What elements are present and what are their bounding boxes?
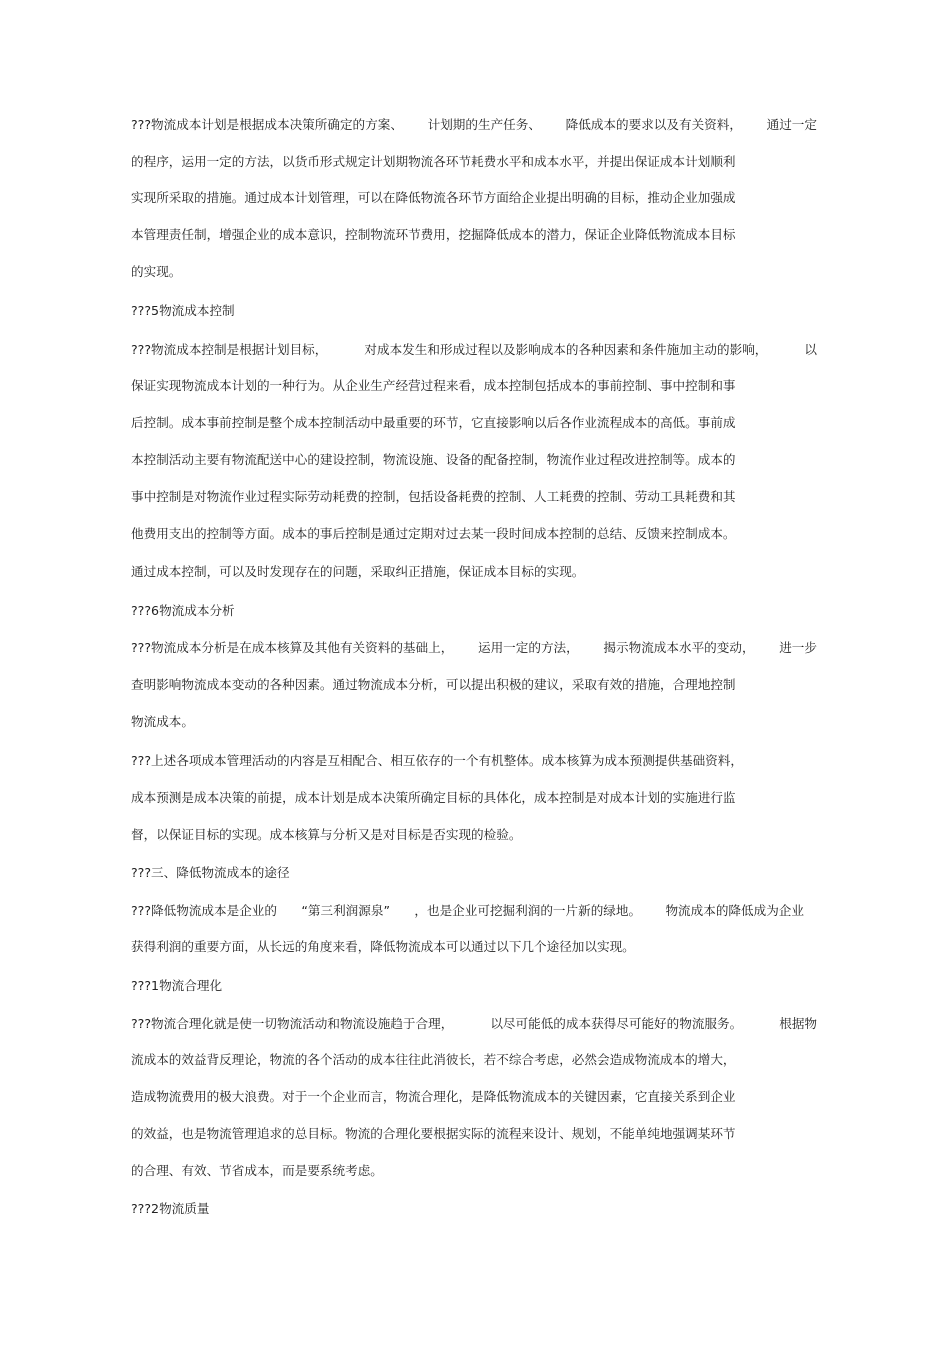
paragraph-line: 后控制。成本事前控制是整个成本控制活动中最重要的环节，它直接影响以后各作业流程成本的高低。事前成 — [131, 415, 736, 430]
text-segment: 计划期的生产任务、 — [427, 117, 541, 132]
text-segment: 对成本发生和形成过程以及影响成本的各种因素和条件施加主动的影响， — [364, 342, 768, 357]
paragraph-line: 物流成本。 — [131, 714, 194, 729]
text-segment: 根据物 — [779, 1016, 817, 1031]
text-segment: 以 — [804, 342, 817, 357]
section-heading: ???6物流成本分析 — [131, 603, 235, 618]
text-segment: ???物流成本计划是根据成本决策所确定的方案、 — [131, 117, 403, 132]
text-segment: 降低成本的要求以及有关资料， — [565, 117, 742, 132]
paragraph-line: 的效益，也是物流管理追求的总目标。物流的合理化要根据实际的流程来设计、规划，不能单纯地强调某环节 — [131, 1126, 736, 1141]
text-segment: 进一步 — [779, 640, 817, 655]
text-segment: ???物流成本控制是根据计划目标， — [131, 342, 328, 357]
paragraph-line: 造成物流费用的极大浪费。对于一个企业而言，物流合理化，是降低物流成本的关键因素，它直接关系到企业 — [131, 1089, 736, 1104]
text-segment: “第三利润源泉” — [301, 903, 390, 918]
paragraph-line: 他费用支出的控制等方面。成本的事后控制是通过定期对过去某一段时间成本控制的总结、反馈来控制成本。 — [131, 526, 736, 541]
paragraph-line: 流成本的效益背反理论，物流的各个活动的成本往往此消彼长，若不综合考虑，必然会造成物流成本的增大， — [131, 1052, 736, 1067]
paragraph-line: 查明影响物流成本变动的各种因素。通过物流成本分析，可以提出积极的建议，采取有效的措施，合理地控制 — [131, 677, 736, 692]
text-segment: ???物流成本分析是在成本核算及其他有关资料的基础上， — [131, 640, 454, 655]
paragraph-line: 督，以保证目标的实现。成本核算与分析又是对目标是否实现的检验。 — [131, 827, 522, 842]
paragraph-line: 事中控制是对物流作业过程实际劳动耗费的控制，包括设备耗费的控制、人工耗费的控制、劳动工具耗费和其 — [131, 489, 736, 504]
paragraph-line: 保证实现物流成本计划的一种行为。从企业生产经营过程来看，成本控制包括成本的事前控制、事中控制和事 — [131, 378, 736, 393]
paragraph-line — [131, 903, 804, 919]
section-heading: ???三、降低物流成本的途径 — [131, 865, 290, 880]
section-heading: ???1物流合理化 — [131, 978, 223, 993]
text-segment: 运用一定的方法， — [477, 640, 579, 655]
text-segment: 揭示物流成本水平的变动， — [603, 640, 755, 655]
section-heading: ???2物流质量 — [131, 1201, 210, 1216]
text-segment: 通过一定 — [766, 117, 817, 132]
text-segment: ???物流合理化就是使一切物流活动和物流设施趋于合理， — [131, 1016, 454, 1031]
paragraph-line: 通过成本控制，可以及时发现存在的问题，采取纠正措施，保证成本目标的实现。 — [131, 564, 585, 579]
paragraph-line: 实现所采取的措施。通过成本计划管理，可以在降低物流各环节方面给企业提出明确的目标，推动企业加强成 — [131, 190, 736, 205]
section-heading: ???5物流成本控制 — [131, 303, 235, 318]
paragraph-line — [131, 1016, 817, 1032]
paragraph-line — [131, 117, 817, 133]
text-segment: ，也是企业可挖掘利润的一片新的绿地。 — [414, 903, 642, 918]
paragraph-line: 的程序，运用一定的方法，以货币形式规定计划期物流各环节耗费水平和成本水平，并提出保证成本计划顺利 — [131, 154, 736, 169]
text-segment: 物流成本的降低成为企业 — [665, 903, 804, 918]
paragraph-line: 本控制活动主要有物流配送中心的建设控制，物流设施、设备的配备控制，物流作业过程改进控制等。成本的 — [131, 452, 736, 467]
paragraph-line: 获得利润的重要方面，从长远的角度来看，降低物流成本可以通过以下几个途径加以实现。 — [131, 939, 635, 954]
paragraph-line: 的合理、有效、节省成本，而是要系统考虑。 — [131, 1163, 383, 1178]
paragraph-line — [131, 342, 817, 358]
paragraph-line — [131, 640, 817, 656]
paragraph-line: 的实现。 — [131, 264, 182, 279]
paragraph-line: ???上述各项成本管理活动的内容是互相配合、相互依存的一个有机整体。成本核算为成本预测提供基础资料， — [131, 753, 743, 768]
text-segment: ???降低物流成本是企业的 — [131, 903, 277, 918]
paragraph-line: 本管理责任制，增强企业的成本意识，控制物流环节费用，挖掘降低成本的潜力，保证企业降低物流成本目标 — [131, 227, 736, 242]
text-segment: 以尽可能低的成本获得尽可能好的物流服务。 — [490, 1016, 743, 1031]
paragraph-line: 成本预测是成本决策的前提，成本计划是成本决策所确定目标的具体化，成本控制是对成本计划的实施进行监 — [131, 790, 736, 805]
